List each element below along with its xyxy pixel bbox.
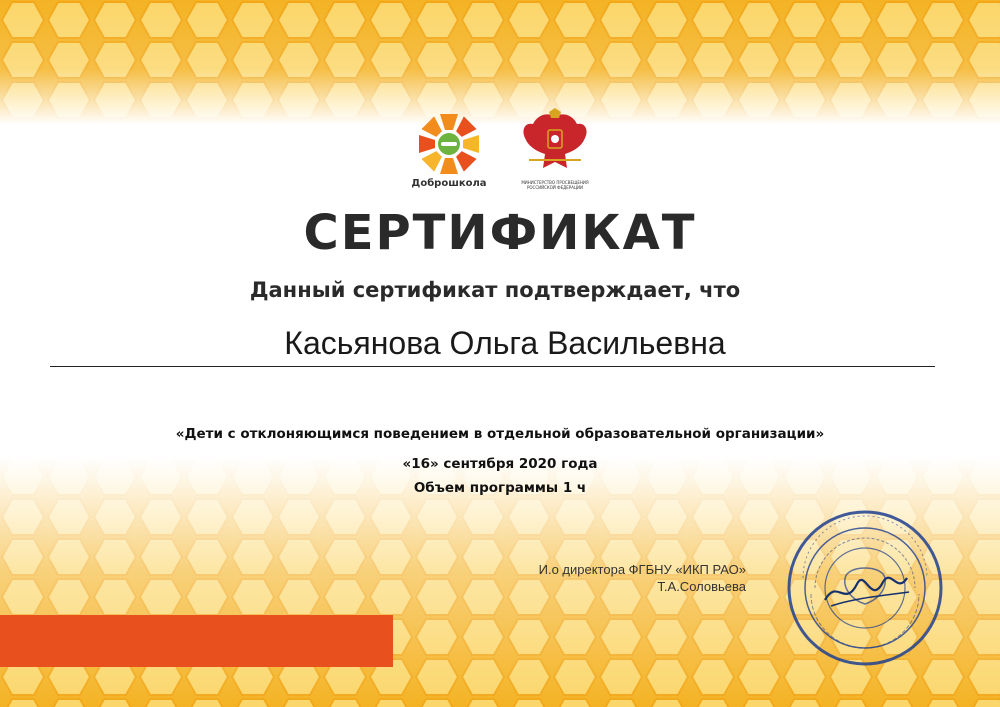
dobroshkola-logo bbox=[405, 112, 493, 192]
ministry-logo bbox=[515, 108, 595, 196]
ministry-logo-label: МИНИСТЕРСТВО ПРОСВЕЩЕНИЯ РОССИЙСКОЙ ФЕДЕРАЦИИ bbox=[521, 180, 589, 190]
director-name: Т.А.Соловьева bbox=[657, 579, 746, 594]
course-date: «16» сентября 2020 года bbox=[402, 456, 598, 472]
official-stamp-seal bbox=[785, 508, 945, 668]
orange-accent-bar bbox=[0, 615, 393, 667]
double-headed-eagle-icon bbox=[515, 108, 595, 180]
course-title: «Дети с отклоняющимся поведением в отдельной образовательной организации» bbox=[175, 426, 825, 442]
name-underline bbox=[50, 366, 935, 367]
certificate-subtitle: Данный сертификат подтверждает, что bbox=[249, 278, 741, 302]
certificate-title: СЕРТИФИКАТ bbox=[303, 205, 697, 261]
recipient-name: Касьянова Ольга Васильевна bbox=[284, 325, 726, 361]
dobroshkola-flower-icon bbox=[417, 112, 481, 176]
dobroshkola-logo-label: Доброшкола bbox=[411, 178, 487, 189]
honeycomb-top-background bbox=[0, 0, 1000, 125]
signature-block bbox=[539, 561, 746, 595]
program-volume: Объем программы 1 ч bbox=[413, 480, 587, 496]
director-position: И.о директора ФГБНУ «ИКП РАО» bbox=[538, 562, 746, 577]
